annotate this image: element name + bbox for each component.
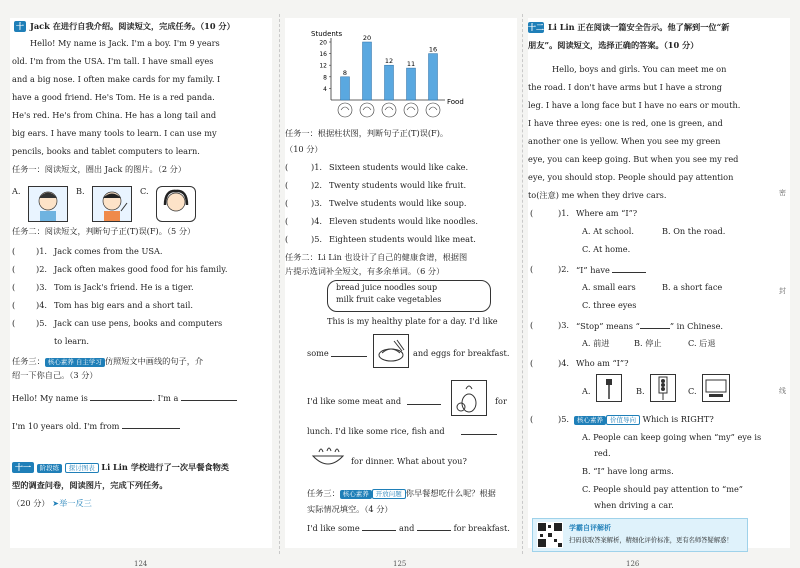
y-tick-label: 12 — [319, 62, 327, 70]
statement-num: )3. — [311, 198, 323, 208]
final-fill — [307, 522, 510, 534]
statement-paren[interactable]: ( — [285, 216, 289, 226]
blank-wrap — [331, 348, 367, 360]
statement-text: Jack can use pens, books and computers — [54, 318, 223, 328]
task1-heading: 任务一：根据柱状图，判断句子正(T)误(F)。 — [285, 128, 449, 138]
open-question-tag: 开放问题 — [372, 489, 406, 499]
question-5-heading — [574, 414, 714, 425]
boy-waving-icon — [93, 187, 131, 221]
y-tick-label: 8 — [323, 74, 327, 82]
question-num: )4. — [558, 358, 570, 368]
eggs-text: and eggs for breakfast. — [413, 348, 510, 358]
statement-num: )2. — [36, 264, 48, 274]
passage-line: big ears. I have many tools to learn. I can use my — [12, 128, 217, 138]
question-num: )1. — [558, 208, 570, 218]
section-number: 十二 — [528, 22, 544, 32]
vegetables-picture — [451, 380, 487, 416]
question-paren[interactable]: ( — [530, 208, 534, 218]
food-blank-2[interactable] — [417, 522, 451, 531]
question-tail: ” in Chinese. — [669, 321, 724, 331]
task2-heading: 任务二：阅读短文，判断句子正(T)误(F)。（5 分） — [12, 226, 196, 236]
statement-text: Jack comes from the USA. — [54, 246, 163, 256]
question-text: “Stop” means “ — [576, 321, 640, 331]
food-blank-1[interactable] — [362, 522, 396, 531]
score: （20 分） — [12, 498, 50, 508]
next-section-text: Li Lin 学校进行了一次早餐食物类 — [101, 462, 229, 472]
answer-blank — [612, 264, 646, 273]
fill-text: I'm 10 years old. I'm from — [12, 421, 120, 431]
question-text: Who am “I”? — [576, 358, 629, 368]
dinner-text: for dinner. What about you? — [351, 456, 467, 466]
option[interactable]: B. — [636, 386, 645, 396]
passage-line: old. I'm from the USA. I'm tall. I have small eyes — [12, 56, 214, 66]
street-lamp-picture[interactable] — [596, 374, 622, 402]
qr-code-icon[interactable] — [537, 522, 563, 548]
breakfast-blank[interactable] — [331, 348, 367, 357]
computer-picture[interactable] — [702, 374, 730, 402]
question-text: “I” have — [576, 265, 610, 275]
option[interactable]: C. People should pay attention to “me” — [582, 484, 743, 494]
answer-blank — [640, 320, 670, 329]
bar-cake — [341, 77, 350, 100]
statement-paren[interactable]: ( — [12, 246, 16, 256]
question-paren[interactable]: ( — [530, 320, 534, 330]
statement-paren[interactable]: ( — [285, 198, 289, 208]
meat-text: I'd like some meat and — [307, 396, 402, 406]
soup-icon — [382, 103, 396, 117]
bar-value-label: 11 — [406, 60, 416, 69]
task1-heading: 任务一：阅读短文，圈出 Jack 的图片。（2 分） — [12, 164, 187, 174]
qr-title: 学霸自评解析 — [569, 523, 611, 532]
passage-line: I have three eyes: one is red, one is green, and — [528, 118, 723, 128]
traffic-light-icon — [651, 375, 675, 401]
qr-banner — [532, 518, 748, 552]
stage-tag: 阶段练 — [37, 464, 63, 473]
option[interactable]: B. a short face — [662, 282, 723, 292]
statement-paren[interactable]: ( — [285, 162, 289, 172]
jack-picture-c[interactable] — [156, 186, 196, 222]
question-text: Which is RIGHT? — [642, 414, 714, 424]
statement-text: Sixteen students would like cake. — [329, 162, 469, 172]
word-bank — [327, 280, 491, 312]
question-paren[interactable]: ( — [530, 358, 534, 368]
statement-text: Twelve students would like soup. — [329, 198, 467, 208]
option[interactable]: C. three eyes — [582, 300, 637, 310]
statement-text: Eighteen students would like meat. — [329, 234, 476, 244]
statement-text: Twenty students would like fruit. — [329, 180, 467, 190]
statement-num: )4. — [36, 300, 48, 310]
statement-paren[interactable]: ( — [12, 300, 16, 310]
option[interactable]: B. “I” have long arms. — [582, 466, 674, 476]
bar-meat — [429, 54, 438, 100]
bar-value-label: 8 — [342, 68, 348, 77]
statement-num: )5. — [311, 234, 323, 244]
statement-paren[interactable]: ( — [12, 264, 16, 274]
statement-paren[interactable]: ( — [12, 282, 16, 292]
next-section-heading — [12, 462, 229, 473]
cake-icon — [338, 103, 352, 117]
question-paren[interactable]: ( — [530, 414, 534, 424]
y-axis-label: Students — [311, 30, 343, 38]
task2-line2: 片提示选词补全短文，有多余单词。（6 分） — [285, 266, 445, 276]
passage-line: and a big nose. I often make cards for my family. I — [12, 74, 221, 84]
section-number: 十 — [16, 21, 24, 31]
lunch-text: lunch. I'd like some rice, fish and — [307, 426, 445, 436]
task3-prefix: 任务三： — [307, 488, 340, 498]
name-blank[interactable] — [90, 392, 152, 401]
fill-text: Hello! My name is — [12, 393, 88, 403]
option-cont: red. — [594, 448, 611, 458]
jack-picture-b[interactable] — [92, 186, 132, 222]
passage-line: pencils, books and tablet computers to learn. — [12, 146, 200, 156]
option[interactable]: B. 停止 — [634, 338, 662, 348]
option[interactable]: C. 后退 — [688, 338, 716, 348]
option[interactable]: B. On the road. — [662, 226, 726, 236]
fill-line-1 — [12, 392, 237, 404]
statement-paren[interactable]: ( — [285, 234, 289, 244]
statement-text: Tom has big ears and a short tail. — [54, 300, 193, 310]
side-mark: 封 — [779, 287, 786, 295]
fill-text: and — [398, 523, 415, 533]
word-row: milk fruit cake vegetables — [336, 295, 442, 304]
task1-score: （10 分） — [285, 144, 323, 154]
street-lamp-icon — [597, 375, 621, 401]
next-section-score — [12, 498, 92, 509]
bar-noodles — [407, 68, 416, 100]
for-text: for — [495, 396, 507, 406]
page-number: 126 — [626, 560, 640, 568]
option[interactable]: A. small ears — [582, 282, 636, 292]
passage-line: eye, you should stop. People should pay attention — [528, 172, 734, 182]
statement-num: )1. — [36, 246, 48, 256]
statement-num: )5. — [36, 318, 48, 328]
qr-text: 扫码获取答案解析，精细化评价标准，更有名师答疑解惑！ — [569, 537, 733, 544]
statement-text: to learn. — [54, 336, 89, 346]
girl-portrait-icon — [157, 187, 195, 221]
blank-wrap — [407, 396, 441, 408]
bar-fruit — [363, 42, 372, 100]
option[interactable]: A. People can keep going when “my” eye is — [582, 432, 762, 442]
side-mark: 密 — [779, 189, 786, 197]
task3-text: 你早餐想吃什么呢？根据 — [405, 488, 496, 498]
question-text: Where am “I”? — [576, 208, 638, 218]
statement-num: )3. — [36, 282, 48, 292]
noodles-bowl-icon — [374, 335, 408, 367]
question-num: )5. — [558, 414, 570, 424]
section-title: Jack 在进行自我介绍。阅读短文，完成任务。（10 分） — [30, 21, 235, 31]
page-number: 124 — [134, 560, 148, 568]
passage-line: eye, you can keep going. But when you see my red — [528, 154, 739, 164]
statement-text: Jack often makes good food for his family. — [54, 264, 228, 274]
meat-icon — [426, 103, 440, 117]
statement-text: Tom is Jack's friend. He is a tiger. — [54, 282, 194, 292]
jack-picture-a[interactable] — [28, 186, 68, 222]
noodles-picture — [373, 334, 409, 368]
fill-text: . I'm a — [152, 393, 179, 403]
core-literacy-tag: 核心素养 自主学习 — [45, 358, 105, 367]
question-paren[interactable]: ( — [530, 264, 534, 274]
option-label: A. — [12, 186, 21, 196]
option[interactable]: C. At home. — [582, 244, 631, 254]
passage-line: He's red. He's from China. He has a long tail and — [12, 110, 217, 120]
value-tag: 价值导向 — [606, 415, 640, 425]
page-divider — [522, 14, 523, 554]
noodles-icon — [404, 103, 418, 117]
blank-wrap — [461, 426, 497, 438]
question-text-wrap — [576, 264, 646, 276]
section-title: Li Lin 正在阅读一篇安全告示。他了解到一位“新 — [548, 22, 730, 32]
passage-line: Hello! My name is Jack. I'm a boy. I'm 9 years — [30, 38, 220, 48]
soup-bowl-icon — [309, 442, 347, 472]
question-text-wrap — [576, 320, 723, 332]
passage-line: Hello, boys and girls. You can meet me on — [552, 64, 727, 74]
passage-line: another one is yellow. When you see my green — [528, 136, 721, 146]
task3-line2: 实际情况填空。（4 分） — [307, 504, 393, 514]
fill-line-2 — [12, 420, 180, 432]
option-label: C. — [140, 186, 149, 196]
task3-heading — [307, 488, 496, 499]
some-text: some — [307, 348, 329, 358]
task3-prefix: 任务三： — [12, 356, 45, 366]
statement-paren[interactable]: ( — [285, 180, 289, 190]
y-tick-label: 20 — [319, 39, 327, 47]
statement-num: )1. — [311, 162, 323, 172]
option-label: B. — [76, 186, 85, 196]
word-row: bread juice noodles soup — [336, 283, 438, 292]
core-literacy-tag: 核心素养 — [574, 416, 606, 425]
passage-line: leg. I have a long face but I have no ears or mouth. — [528, 100, 741, 110]
passage-line: the road. I don't have arms but I have a strong — [528, 82, 723, 92]
fruit-icon — [360, 103, 374, 117]
fill-text: for breakfast. — [453, 523, 510, 533]
option[interactable]: C. — [688, 386, 697, 396]
fill-text: I'd like some — [307, 523, 360, 533]
task2-heading: 任务二：Li Lin 也设计了自己的健康食谱，根据图 — [285, 252, 468, 262]
vegetables-icon — [452, 381, 486, 415]
statement-text: Eleven students would like noodles. — [329, 216, 478, 226]
page-126 — [528, 18, 790, 568]
statement-num: )2. — [311, 180, 323, 190]
question-num: )2. — [558, 264, 570, 274]
x-axis-label: Food — [447, 98, 464, 106]
page-number: 125 — [393, 560, 407, 568]
option[interactable]: A. At school. — [582, 226, 634, 236]
option[interactable]: A. — [582, 386, 591, 396]
page-124 — [10, 18, 272, 568]
core-literacy-tag: 核心素养 — [340, 490, 372, 499]
computer-icon — [703, 375, 729, 401]
side-mark: 线 — [779, 387, 786, 395]
boy-portrait-icon — [29, 187, 67, 221]
lunch-blank[interactable] — [407, 396, 441, 405]
next-section-line2: 型的调查问卷，阅读图片，完成下列任务。 — [12, 480, 168, 490]
passage-line: to(注意) me when they drive cars. — [528, 190, 667, 200]
practice-link[interactable]: ➤举一反三 — [52, 498, 92, 508]
section-title-line2: 朋友”。阅读短文，选择正确的答案。（10 分） — [528, 40, 699, 50]
y-tick-label: 16 — [319, 51, 327, 59]
section-number: 十一 — [12, 462, 34, 473]
task3-line2: 绍一下你自己。（3 分） — [12, 370, 98, 380]
page-divider — [279, 14, 280, 554]
soup-picture — [309, 442, 347, 472]
bar-chart — [307, 28, 467, 128]
dinner-blank[interactable] — [461, 426, 497, 435]
passage-line: have a good friend. He's Tom. He is a red panda. — [12, 92, 215, 102]
bar-value-label: 16 — [428, 45, 438, 54]
bar-value-label: 12 — [384, 57, 394, 66]
page-125 — [285, 18, 517, 568]
statement-paren[interactable]: ( — [12, 318, 16, 328]
task3-heading — [12, 356, 203, 367]
gender-blank[interactable] — [181, 392, 237, 401]
bar-value-label: 20 — [362, 34, 372, 42]
task3-text: 仿照短文中画线的句子，介 — [104, 356, 204, 366]
chart-tag: 探讨图表 — [65, 463, 99, 473]
traffic-light-picture[interactable] — [650, 374, 676, 402]
question-num: )3. — [558, 320, 570, 330]
option[interactable]: A. 前进 — [582, 338, 610, 348]
country-blank[interactable] — [122, 420, 180, 429]
statement-num: )4. — [311, 216, 323, 226]
plate-intro: This is my healthy plate for a day. I'd like — [327, 316, 498, 326]
bar-soup — [385, 65, 394, 100]
y-tick-label: 4 — [323, 85, 327, 93]
option-cont: when driving a car. — [594, 500, 674, 510]
